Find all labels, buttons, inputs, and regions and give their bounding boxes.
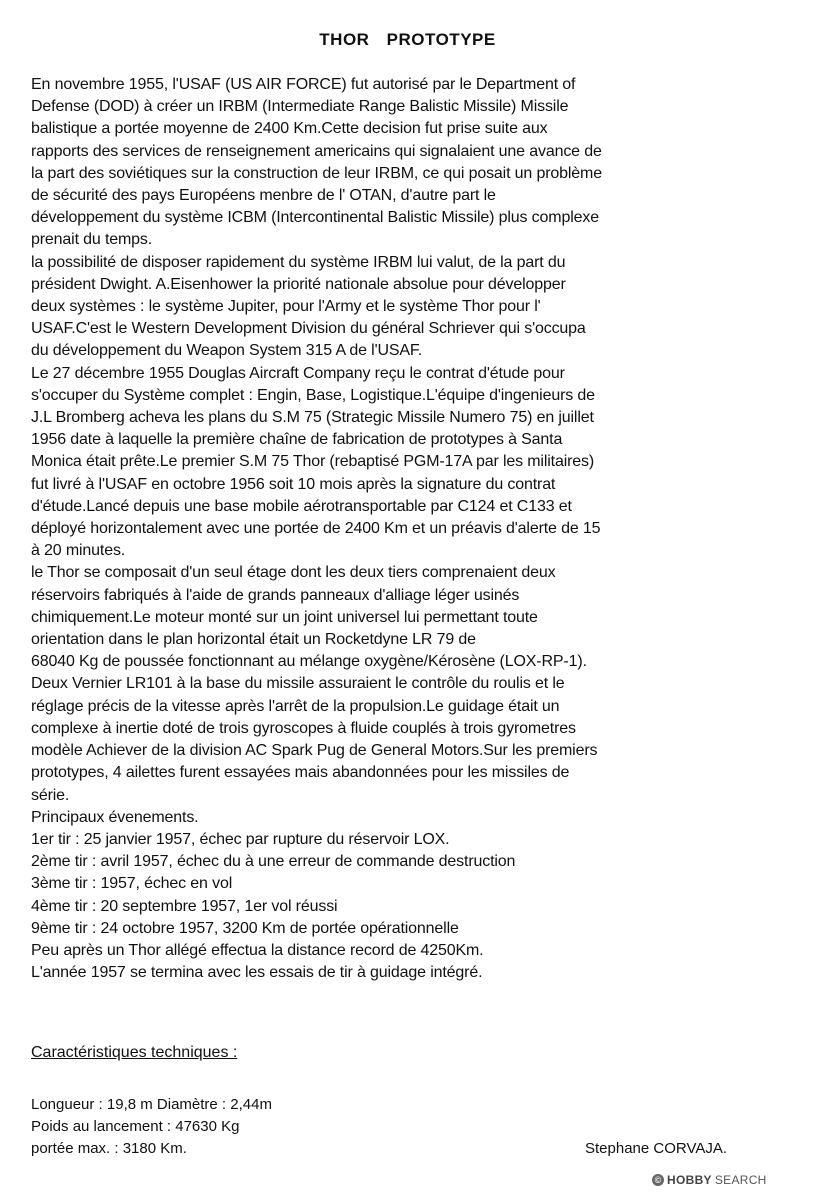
- author-signature: Stephane CORVAJA.: [585, 1140, 728, 1157]
- text-line: la possibilité de disposer rapidement du système IRBM lui valut, de la part du: [31, 253, 566, 271]
- text-line: prenait du temps.: [31, 231, 153, 249]
- text-line: USAF.C'est le Western Development Division du général Schriever qui s'occupa: [31, 320, 586, 338]
- text-line: Defense (DOD) à créer un IRBM (Intermediate Range Balistic Missile) Missile: [31, 98, 569, 116]
- hobby-search-logo-icon: ©: [652, 1174, 664, 1186]
- text-line: la part des soviétiques sur la construction de leur IRBM, ce qui posait un problème: [31, 164, 602, 182]
- text-line: orientation dans le plan horizontal était un Rocketdyne LR 79 de: [31, 631, 476, 649]
- text-line: 4ème tir : 20 septembre 1957, 1er vol réussi: [31, 897, 338, 915]
- text-line: président Dwight. A.Eisenhower la priorité nationale absolue pour développer: [31, 275, 566, 293]
- text-line: Principaux évenements.: [31, 808, 199, 826]
- text-line: 68040 Kg de poussée fonctionnant au mélange oxygène/Kérosène (LOX-RP-1).: [31, 653, 587, 671]
- text-line: complexe à inertie doté de trois gyroscopes à fluide couplés à trois gyrometres: [31, 719, 576, 737]
- spec-line: Longueur : 19,8 m Diamètre : 2,44m: [31, 1096, 272, 1113]
- text-line: modèle Achiever de la division AC Spark Pug de General Motors.Sur les premiers: [31, 742, 598, 760]
- text-line: déployé horizontalement avec une portée de 2400 Km et un préavis d'alerte de 15: [31, 520, 601, 538]
- text-line: Le 27 décembre 1955 Douglas Aircraft Company reçu le contrat d'étude pour: [31, 364, 565, 382]
- text-line: 1er tir : 25 janvier 1957, échec par rupture du réservoir LOX.: [31, 830, 450, 848]
- watermark: [652, 1173, 767, 1187]
- text-line: série.: [31, 786, 70, 804]
- text-line: Peu après un Thor allégé effectua la distance record de 4250Km.: [31, 941, 484, 959]
- text-line: deux systèmes : le système Jupiter, pour l'Army et le système Thor pour l': [31, 298, 541, 316]
- text-line: balistique a portée moyenne de 2400 Km.Cette decision fut prise suite aux: [31, 120, 548, 138]
- text-line: à 20 minutes.: [31, 542, 126, 560]
- text-line: le Thor se composait d'un seul étage dont les deux tiers comprenaient deux: [31, 564, 556, 582]
- text-line: fut livré à l'USAF en octobre 1956 soit 10 mois après la signature du contrat: [31, 475, 556, 493]
- text-line: En novembre 1955, l'USAF (US AIR FORCE) fut autorisé par le Department of: [31, 76, 576, 93]
- document-title: THOR PROTOTYPE: [319, 30, 496, 49]
- text-line: chimiquement.Le moteur monté sur un joint universel lui permettant toute: [31, 608, 538, 626]
- text-line: de sécurité des pays Européens menbre de l' OTAN, d'autre part le: [31, 187, 496, 205]
- text-line: 2ème tir : avril 1957, échec du à une erreur de commande destruction: [31, 853, 516, 871]
- text-line: d'étude.Lancé depuis une base mobile aérotransportable par C124 et C133 et: [31, 497, 572, 515]
- text-line: s'occuper du Système complet : Engin, Base, Logistique.L'équipe d'ingenieurs de: [31, 386, 595, 404]
- watermark-search: SEARCH: [714, 1173, 767, 1187]
- text-line: 9ème tir : 24 octobre 1957, 3200 Km de portée opérationnelle: [31, 919, 459, 937]
- text-line: rapports des services de renseignement americains qui signalaient une avance de: [31, 142, 602, 160]
- text-line: 1956 date à laquelle la première chaîne de fabrication de prototypes à Santa: [31, 431, 563, 449]
- text-line: réglage précis de la vitesse après l'arrêt de la propulsion.Le guidage était un: [31, 697, 560, 715]
- text-line: Monica était prête.Le premier S.M 75 Thor (rebaptisé PGM-17A par les militaires): [31, 453, 595, 471]
- specs-heading: Caractéristiques techniques :: [31, 1044, 238, 1061]
- body-text: [31, 74, 801, 984]
- specs-list: [31, 1094, 272, 1160]
- text-line: du développement du Weapon System 315 A de l'USAF.: [31, 342, 423, 360]
- watermark-brand: HOBBY: [667, 1173, 712, 1187]
- spec-line: Poids au lancement : 47630 Kg: [31, 1118, 240, 1135]
- text-line: développement du système ICBM (Intercontinental Balistic Missile) plus complexe: [31, 209, 599, 227]
- spec-line: portée max. : 3180 Km.: [31, 1140, 187, 1157]
- text-line: 3ème tir : 1957, échec en vol: [31, 875, 233, 893]
- text-line: Deux Vernier LR101 à la base du missile assuraient le contrôle du roulis et le: [31, 675, 565, 693]
- text-line: J.L Bromberg acheva les plans du S.M 75 (Strategic Missile Numero 75) en juillet: [31, 409, 594, 427]
- text-line: prototypes, 4 ailettes furent essayées mais abandonnées pour les missiles de: [31, 764, 570, 782]
- text-line: réservoirs fabriqués à l'aide de grands panneaux d'alliage léger usinés: [31, 586, 520, 604]
- text-line: L'année 1957 se termina avec les essais de tir à guidage intégré.: [31, 964, 483, 982]
